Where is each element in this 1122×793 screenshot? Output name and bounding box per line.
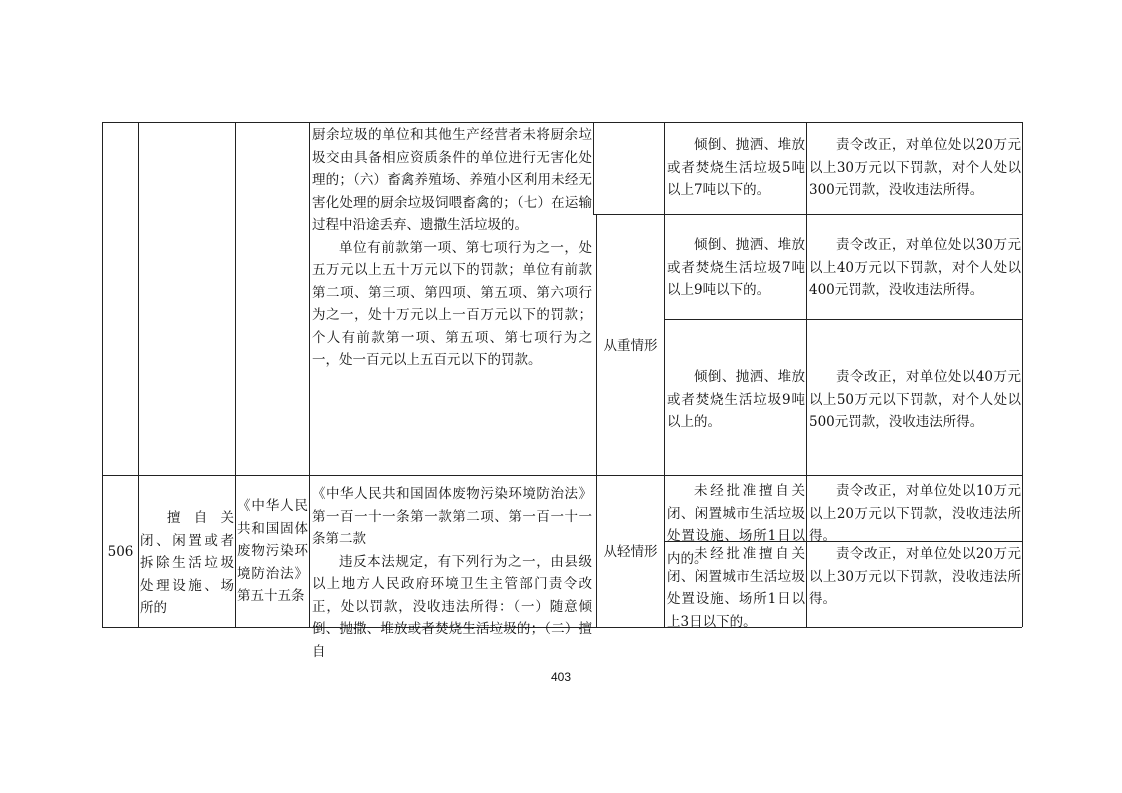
legal-basis-heading: 《中华人民共和国固体废物污染环境防治法》第一百一十一条第一款第二项、第一百一十一条第二款 [312, 486, 592, 547]
circumstance-label: 从重情形 [603, 338, 658, 354]
table-border-top [102, 122, 1022, 123]
penalty-standard: 责令改正，对单位处以30万元以上40万元以下罚款，对个人处以400元罚款，没收违法所得。 [809, 237, 1021, 298]
col-border [1022, 122, 1023, 627]
violation-case: 未经批准擅自关闭、闲置城市生活垃圾处置设施、场所1日以上3日以下的。 [667, 546, 805, 630]
violation-case: 倾倒、抛洒、堆放或者焚烧生活垃圾9吨以上的。 [667, 369, 805, 430]
violation-case: 未经批准擅自关闭、闲置城市生活垃圾处置设施、场所1日以内的。 [667, 483, 805, 567]
col-border [138, 122, 139, 627]
legal-basis-paragraph: 违反本法规定，有下列行为之一，由县级以上地方人民政府环境卫生主管部门责令改正，处以罚款，没收违法所得：（一）随意倾倒、抛撒、堆放或者焚烧生活垃圾的；（二）擅自 [312, 553, 592, 660]
col-border [806, 122, 807, 627]
law-reference: 《中华人民共和国固体废物污染环境防治法》第五十五条 [237, 498, 308, 604]
violation-name: 擅自关闭、闲置或者拆除生活垃圾处理设施、场所的 [140, 510, 234, 616]
legal-basis-cell [312, 124, 592, 372]
col-border [664, 122, 665, 627]
circumstance-label: 从轻情形 [603, 544, 658, 560]
legal-basis-paragraph: 厨余垃圾的单位和其他生产经营者未将厨余垃圾交由具备相应资质条件的单位进行无害化处理的；（六）畜禽养殖场、养殖小区利用未经无害化处理的厨余垃圾饲喂畜禽的；（七）在运输过程中沿途丢弃、遗撒生活垃圾的。 [312, 127, 592, 233]
legal-basis-paragraph: 单位有前款第一项、第七项行为之一，处五万元以上五十万元以下的罚款；单位有前款第二项、第三项、第四项、第五项、第六项行为之一，处十万元以上一百万元以下的罚款；个人有前款第一项、第五项、第七项行为之一，处一百元以上五百元以下的罚款。 [312, 239, 592, 368]
violation-case: 倾倒、抛洒、堆放或者焚烧生活垃圾7吨以上9吨以下的。 [667, 237, 805, 298]
penalty-standard: 责令改正，对单位处以40万元以上50万元以下罚款，对个人处以500元罚款，没收违法所得。 [809, 369, 1021, 430]
col-border [309, 122, 310, 627]
legal-basis-cell [312, 483, 592, 663]
page-number: 403 [550, 670, 572, 684]
col-border [235, 122, 236, 627]
penalty-standard: 责令改正，对单位处以20万元以上30万元以下罚款，没收违法所得。 [809, 546, 1021, 607]
row-divider-506 [102, 475, 1022, 476]
item-number: 506 [107, 544, 134, 560]
col-border [596, 214, 597, 627]
penalty-standard: 责令改正，对单位处以10万元以上20万元以下罚款，没收违法所得。 [809, 483, 1021, 544]
penalty-standard: 责令改正，对单位处以20万元以上30万元以下罚款，对个人处以300元罚款，没收违法所得。 [809, 137, 1021, 198]
col-border [593, 122, 594, 214]
violation-case: 倾倒、抛洒、堆放或者焚烧生活垃圾5吨以上7吨以下的。 [667, 137, 805, 198]
subrow-divider [664, 319, 1022, 320]
subrow-divider [593, 214, 1022, 215]
